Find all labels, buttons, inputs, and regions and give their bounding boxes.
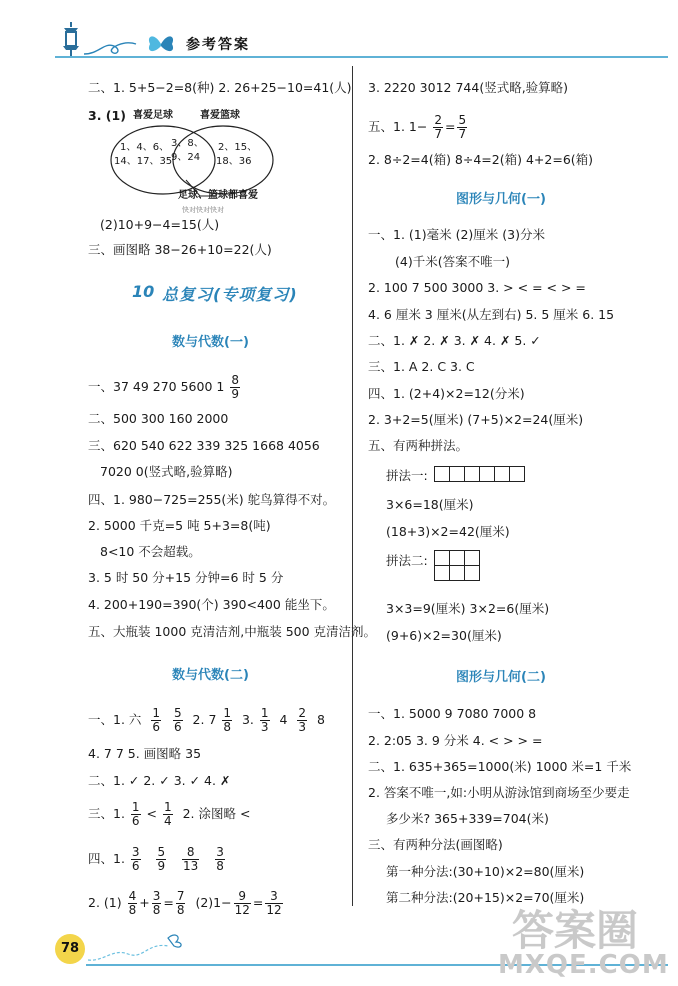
- tiling-grid-2x3: [434, 550, 480, 581]
- answer-line: 二、1. ✗ 2. ✗ 3. ✗ 4. ✗ 5. ✓: [368, 333, 541, 348]
- answer-line: 四、1. 980−725=255(米) 鸵鸟算得不对。: [88, 492, 336, 507]
- fraction: $\frac{1}{4}$: [164, 800, 172, 828]
- answer-line: 三、1. A 2. C 3. C: [368, 359, 475, 374]
- venn-left-items: 14、17、35: [114, 156, 173, 167]
- answer-line: 第二种分法:(20+15)×2=70(厘米): [386, 890, 585, 905]
- answer-line: 拼法二:: [386, 553, 428, 568]
- venn-bottom-label: 足球、篮球都喜爱: [178, 190, 258, 201]
- section-heading: 数与代数(二): [172, 668, 249, 683]
- page-number: 78: [55, 934, 85, 964]
- fraction: $\frac{8}{13}$: [183, 845, 199, 873]
- fraction: $\frac{1}{6}$: [152, 706, 160, 734]
- fraction: $\frac{1}{6}$: [131, 800, 140, 828]
- answer-line: 4. 6 厘米 3 厘米(从左到右) 5. 5 厘米 6. 15: [368, 307, 615, 322]
- answer-line: 2. 5000 千克=5 吨 5+3=8(吨): [88, 518, 271, 533]
- answer-line: 3. 2220 3012 744(竖式略,验算略): [368, 80, 569, 95]
- fraction: $\frac{1}{8}$: [223, 706, 232, 734]
- answer-line: 7020 0(竖式略,验算略): [100, 464, 233, 479]
- answer-line: 三、画图略 38−26+10=22(人): [88, 242, 272, 257]
- fraction: $\frac{1}{3}$: [260, 706, 269, 734]
- tiling-grid-1x6: [434, 466, 525, 482]
- venn-left-label: 喜爱足球: [133, 110, 173, 121]
- fraction: $\frac{5}{6}$: [173, 706, 182, 734]
- answer-line: 一、1. 5000 9 7080 7000 8: [368, 706, 537, 721]
- answer-line: 多少米? 365+339=704(米): [386, 811, 549, 826]
- answer-line: 3. (1): [88, 108, 126, 123]
- section-heading: 图形与几何(一): [456, 192, 546, 207]
- chapter-number: 10: [132, 282, 155, 301]
- venn-right-items: 2、15、: [218, 142, 258, 153]
- answer-line: 二、1. ✓ 2. ✓ 3. ✓ 4. ✗: [88, 773, 231, 788]
- answer-line: 2. 8÷2=4(箱) 8÷4=2(箱) 4+2=6(箱): [368, 152, 594, 167]
- answer-line: 2. 3+2=5(厘米) (7+5)×2=24(厘米): [368, 412, 584, 427]
- answer-line: 2. (1) $\frac{4}{8}$ + $\frac{3}{8}$ = $\frac{7}{8}$ (2)1− $\frac{9}{12}$ = $\frac{3}{12}$: [88, 889, 282, 917]
- venn-left-items: 1、4、6、: [120, 142, 170, 153]
- answer-line: 五、大瓶装 1000 克清洁剂,中瓶装 500 克清洁剂。: [88, 624, 377, 639]
- venn-diagram: [108, 108, 283, 213]
- venn-right-items: 18、36: [216, 156, 252, 167]
- header-title: 参考答案: [186, 37, 250, 53]
- answer-line: 第一种分法:(30+10)×2=80(厘米): [386, 864, 585, 879]
- answer-line: 二、1. 635+365=1000(米) 1000 米=1 千米: [368, 759, 632, 774]
- answer-line: (18+3)×2=42(厘米): [386, 524, 510, 539]
- chapter-title: 总复习(专项复习): [162, 285, 298, 304]
- answer-line: 2. 答案不唯一,如:小明从游泳馆到商场至少要走: [368, 785, 630, 800]
- answer-line: 一、1. 六 $\frac{1}{6}$ $\frac{5}{6}$ 2. 7 $\frac{1}{8}$ 3. $\frac{1}{3}$ 4 $\frac{2}{3}$ 8: [88, 706, 325, 734]
- answer-line: (2)10+9−4=15(人): [100, 217, 220, 232]
- fraction: $\frac{2}{7}$: [434, 113, 442, 141]
- answer-line: 8<10 不会超载。: [100, 544, 201, 559]
- answer-line: 2. 100 7 500 3000 3. > < = < > =: [368, 280, 586, 295]
- answer-line: 三、1. $\frac{1}{6}$ < $\frac{1}{4}$ 2. 涂图略 <: [88, 800, 251, 828]
- section-heading: 图形与几何(二): [456, 670, 546, 685]
- swirl-decoration-icon: [84, 34, 154, 58]
- butterfly-icon: [146, 32, 176, 56]
- answer-line: 二、1. 5+5−2=8(种) 2. 26+25−10=41(人): [88, 80, 352, 95]
- answer-line: 拼法一:: [386, 468, 428, 483]
- venn-middle-items: 3、8、: [171, 138, 204, 149]
- answer-line: 一、37 49 270 5600 1 $\frac{8}{9}$: [88, 373, 239, 401]
- answer-line: (9+6)×2=30(厘米): [386, 628, 502, 643]
- answer-line: 五、有两种拼法。: [368, 438, 469, 453]
- fraction: $\frac{4}{8}$: [128, 889, 137, 917]
- answer-line: 2. 2:05 3. 9 分米 4. < > > =: [368, 733, 543, 748]
- venn-small-stamp-text: 快对快对快对: [182, 206, 224, 214]
- footer-vine-decoration-icon: [88, 928, 198, 968]
- fraction: $\frac{5}{7}$: [458, 113, 467, 141]
- venn-right-label: 喜爱篮球: [200, 110, 240, 121]
- watermark-logo-text: 答案圈: [512, 906, 639, 955]
- fraction: $\frac{3}{8}$: [216, 845, 224, 873]
- fraction: $\frac{5}{9}$: [157, 845, 166, 873]
- section-heading: 数与代数(一): [172, 335, 249, 350]
- fraction: $\frac{8}{9}$: [231, 373, 239, 401]
- lantern-icon: [58, 20, 84, 58]
- fraction: $\frac{3}{12}$: [266, 889, 282, 917]
- answer-line: 四、1. (2+4)×2=12(分米): [368, 386, 525, 401]
- answer-line: 3. 5 时 50 分+15 分钟=6 时 5 分: [88, 570, 284, 585]
- page-header: [0, 0, 678, 62]
- venn-middle-items: 9、24: [171, 152, 201, 163]
- answer-line: 三、620 540 622 339 325 1668 4056: [88, 438, 320, 453]
- fraction: $\frac{9}{12}$: [234, 889, 250, 917]
- answer-line: 五、1. 1− $\frac{2}{7}$ = $\frac{5}{7}$: [368, 113, 467, 141]
- answer-line: (4)千米(答案不唯一): [395, 254, 510, 269]
- answer-line: 4. 200+190=390(个) 390<400 能坐下。: [88, 597, 335, 612]
- answer-line: 3×6=18(厘米): [386, 497, 474, 512]
- column-divider: [352, 66, 353, 906]
- header-rule: [55, 56, 668, 58]
- answer-line: 4. 7 7 5. 画图略 35: [88, 746, 202, 761]
- fraction: $\frac{7}{8}$: [176, 889, 185, 917]
- fraction: $\frac{3}{6}$: [131, 845, 140, 873]
- answer-line: 一、1. (1)毫米 (2)厘米 (3)分米: [368, 227, 545, 242]
- fraction: $\frac{2}{3}$: [298, 706, 307, 734]
- answer-line: 四、1. $\frac{3}{6}$ $\frac{5}{9}$ $\frac{8}{13}$ $\frac{3}{8}$: [88, 845, 224, 873]
- answer-line: 三、有两种分法(画图略): [368, 837, 503, 852]
- answer-line: 二、500 300 160 2000: [88, 411, 229, 426]
- answer-line: 3×3=9(厘米) 3×2=6(厘米): [386, 601, 550, 616]
- fraction: $\frac{3}{8}$: [152, 889, 161, 917]
- watermark-url: MXQE.COM: [498, 950, 669, 980]
